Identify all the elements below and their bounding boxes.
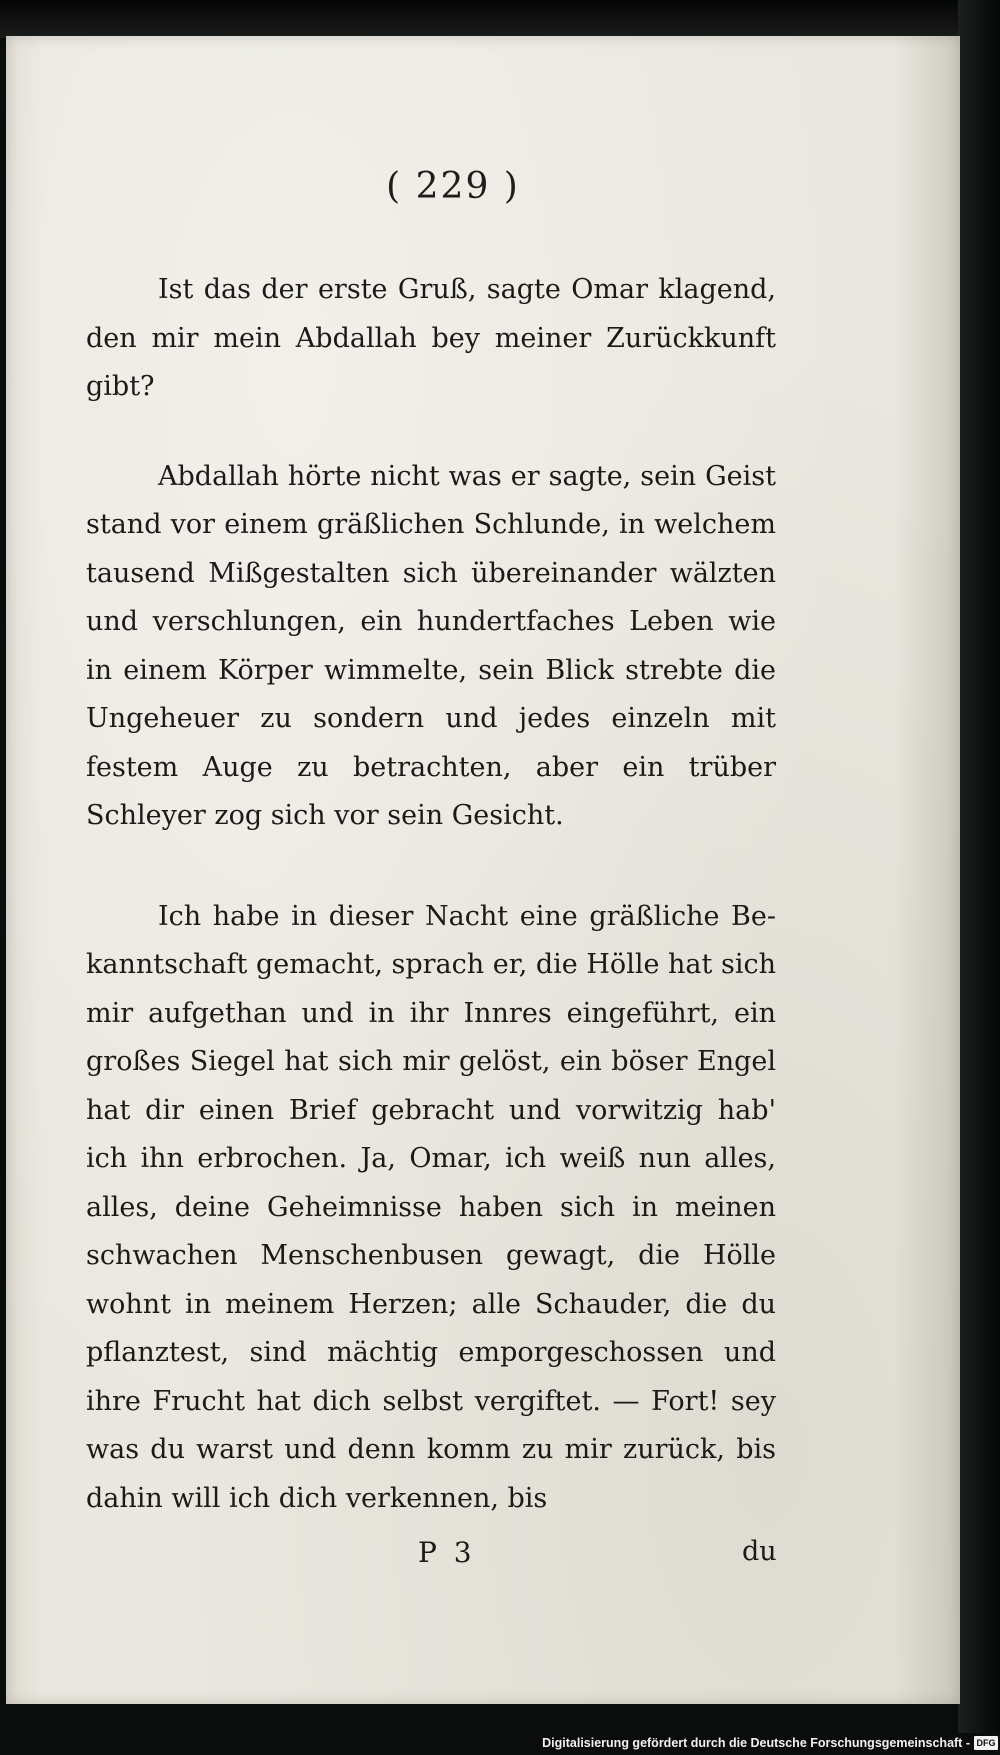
footer-bar [0, 1733, 1000, 1755]
dfg-logo-icon: DFG [974, 1736, 998, 1750]
signature-mark: P 3 [418, 1536, 476, 1569]
paragraph-2: Abdallah hörte nicht was er sagte, sein Geist stand vor einem gräßlichen Schlunde, in welchem tausend Mißgestalten sich übereinander wälzten und verschlungen, ein hundertfaches Leben wie in einem Körper wimmelte, sein Blick strebte die Ungeheuer zu sondern und jedes einzeln mit festem Auge zu betrachten, aber ein trüber Schleyer zog sich vor sein Gesicht. [86, 460, 776, 831]
scan-right-border [958, 0, 1000, 1755]
scan-top-border [0, 0, 1000, 38]
book-page [6, 36, 960, 1704]
page-body [86, 266, 776, 1523]
funding-notice: Digitalisierung gefördert durch die Deutsche Forschungsgemeinschaft - [542, 1736, 970, 1750]
catchword: du [742, 1536, 777, 1567]
page-number: ( 229 ) [386, 166, 520, 207]
paragraph-1: Ist das der erste Gruß, sagte Omar klagend, den mir mein Abdallah bey meiner Zurückkunft gibt? [86, 274, 776, 402]
paragraph-3: Ich habe in dieser Nacht eine gräßliche Bekanntschaft gemacht, sprach er, die Hölle hat sich mir aufgethan und in ihr Innres eingeführt, ein großes Siegel hat sich mir gelöst, ein böser Engel hat dir einen Brief gebracht und vorwitzig hab' ich ihn erbrochen. Ja, Omar, ich weiß nun alles, alles, deine Geheimnisse haben sich in meinen schwachen Menschenbusen gewagt, die Hölle wohnt in meinem Herzen; alle Schauder, die du pflanztest, sind mächtig emporgeschossen und ihre Frucht hat dich selbst vergiftet. — Fort! sey was du warst und denn komm zu mir zurück, bis dahin will ich dich verkennen, bis [86, 900, 776, 1514]
